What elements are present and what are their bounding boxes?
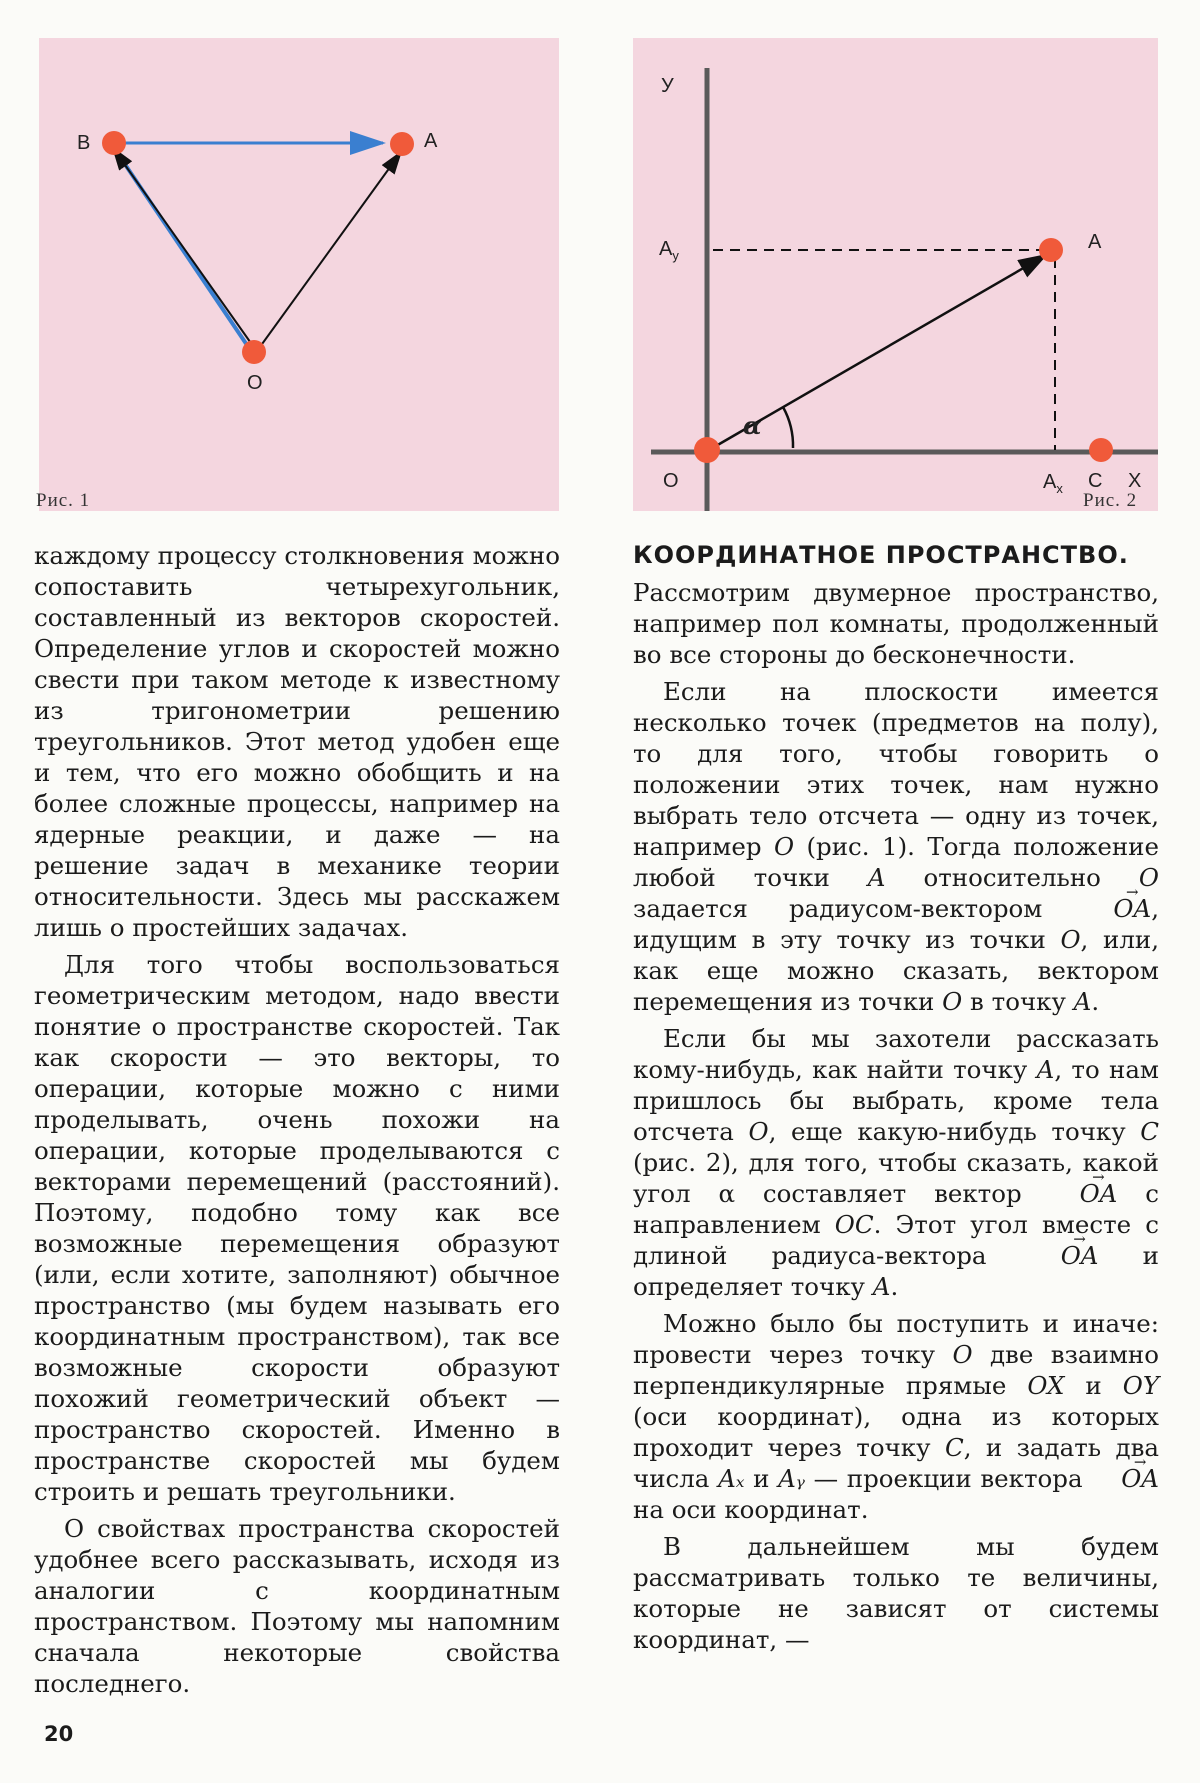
text-run: (оси координат), одна из которых проходит через точку (633, 1402, 1159, 1462)
section-heading: КООРДИНАТНОЕ ПРОСТРАНСТВО. (633, 541, 1129, 569)
math-C: C (1140, 1117, 1160, 1146)
text-run: в точку (962, 987, 1074, 1016)
label-O: O (663, 470, 679, 492)
point-C (1089, 438, 1113, 462)
text-run: и (744, 1464, 779, 1493)
right-paragraph-5: В дальнейшем мы будем рассматривать только те величины, которые не зависят от системы координат, — (633, 1532, 1159, 1654)
right-column (633, 540, 1159, 1661)
point-O (694, 437, 720, 463)
right-paragraph-2 (633, 676, 1159, 1017)
page-number: 20 (44, 1722, 74, 1746)
label-Ay-sub: y (672, 248, 679, 263)
math-O: O (773, 832, 795, 861)
vector-OA: → OA (1083, 893, 1151, 924)
point-A (390, 132, 414, 156)
label-Ay-main: A (659, 238, 673, 260)
text-run: . (890, 1272, 899, 1301)
math-OY: OY (1122, 1371, 1159, 1400)
label-Ax-main: A (1043, 471, 1057, 493)
math-OX: OX (1027, 1371, 1065, 1400)
point-A (1039, 238, 1063, 262)
text-run: две взаимно перпендикулярные прямые (633, 1340, 1160, 1400)
vector-OA: → OA (1091, 1463, 1159, 1494)
left-paragraph-1: каждому процессу столкновения можно сопоставить четырехугольник, составленный из векторов скоростей. Определение углов и скоростей можно свести при таком методе к известному из тригонометрии решению треугольников. Этот метод удобен еще и тем, что его можно обобщить и на более сложные процессы, например на ядерные реакции, и даже — на решение задач в механике теории относительности. Здесь мы расскажем лишь о простейших задачах. (34, 541, 560, 942)
text-run: с направлением (633, 1179, 1159, 1239)
label-Ax (1043, 471, 1063, 496)
math-A: A (1036, 1055, 1055, 1084)
text-run: и определяет точку (633, 1241, 1160, 1301)
text-run: , и задать два числа (633, 1433, 1159, 1493)
text-run: Можно было бы поступить и иначе: провести через точку (633, 1309, 1159, 1369)
label-B: B (77, 132, 91, 154)
math-A: A (872, 1272, 891, 1301)
math-Ax: Aₓ (718, 1464, 745, 1493)
text-run: . (1091, 987, 1100, 1016)
text-run: относительно (885, 863, 1139, 892)
text-run: , еще какую-нибудь точку (768, 1117, 1141, 1146)
text-run: . Этот угол вместе с длиной радиуса-вектора (633, 1210, 1159, 1270)
text-run: — проекции вектора (804, 1464, 1092, 1493)
point-O (242, 340, 266, 364)
math-A: A (1073, 987, 1092, 1016)
math-O: O (1060, 925, 1081, 954)
label-alpha: α (743, 411, 762, 440)
figure-1-caption: Рис. 1 (36, 490, 91, 511)
text-run: , идущим в эту точку из точки (633, 894, 1159, 954)
figure-2 (633, 38, 1158, 511)
math-O: O (748, 1117, 769, 1146)
figure-1 (36, 38, 559, 511)
label-Ay (659, 238, 679, 263)
figure-1-diagram (39, 38, 559, 511)
label-axis-x: X (1128, 470, 1142, 492)
figure-2-diagram (633, 38, 1158, 511)
text-run: задается радиусом-вектором (633, 894, 1084, 923)
math-Ay: Aᵧ (778, 1464, 805, 1493)
left-column (34, 540, 560, 1705)
math-O: O (942, 987, 963, 1016)
math-O: O (952, 1340, 973, 1369)
text-run: (рис. 1). Тогда положение любой точки (633, 832, 1159, 892)
label-O: O (247, 372, 263, 394)
math-OC: OC (834, 1210, 874, 1239)
label-axis-y: У (661, 75, 674, 97)
left-paragraph-3: О свойствах пространства скоростей удобнее всего рассказывать, исходя из аналогии с координатным пространством. Поэтому мы напомним сначала некоторые свойства последнего. (34, 1514, 560, 1698)
right-paragraph-1: Рассмотрим двумерное пространство, например пол комнаты, продолженный во все стороны до бесконечности. (633, 578, 1159, 669)
label-A: A (424, 130, 438, 152)
math-C: C (944, 1433, 964, 1462)
math-A: A (867, 863, 886, 892)
math-O: O (1138, 863, 1159, 892)
vector-OB (113, 148, 253, 346)
point-B (102, 131, 126, 155)
angle-arc (783, 407, 793, 448)
text-run: , или, как еще можно сказать, вектором перемещения из точки (633, 925, 1159, 1016)
label-Ax-sub: x (1056, 481, 1063, 496)
text-run: на оси координат. (633, 1495, 869, 1524)
vector-OA: → OA (1031, 1240, 1099, 1271)
text-run: и (1064, 1371, 1123, 1400)
text-run: , то нам пришлось бы выбрать, кроме тела отсчета (633, 1055, 1159, 1146)
vector-OA (257, 152, 401, 351)
vector-OA: → OA (1050, 1178, 1118, 1209)
text-run: Если бы мы захотели рассказать кому-нибудь, как найти точку (633, 1024, 1159, 1084)
text-run: (рис. 2), для того, чтобы сказать, какой угол α составляет вектор (633, 1148, 1159, 1208)
label-A: A (1088, 231, 1102, 253)
right-paragraph-3 (633, 1023, 1159, 1302)
label-C: C (1088, 470, 1103, 492)
figure-2-caption: Рис. 2 (1083, 490, 1138, 511)
text-run: Если на плоскости имеется несколько точек (предметов на полу), то для того, чтобы говорить о положении этих точек, нам нужно выбрать тело отсчета — одну из точек, например (633, 677, 1159, 861)
right-paragraph-4 (633, 1308, 1159, 1525)
left-paragraph-2: Для того чтобы воспользоваться геометрическим методом, надо ввести понятие о пространстве скоростей. Так как скорости — это векторы, то операции, которые можно с ними проделывать, очень похожи на операции, которые проделываются с векторами перемещений (расстояний). Поэтому, подобно тому как все возможные перемещения образуют (или, если хотите, заполняют) обычное пространство (мы будем называть его координатным пространством), так все возможные скорости образуют похожий геометрический объект — пространство скоростей. Именно в пространстве скоростей мы будем строить и решать треугольники. (34, 950, 560, 1506)
